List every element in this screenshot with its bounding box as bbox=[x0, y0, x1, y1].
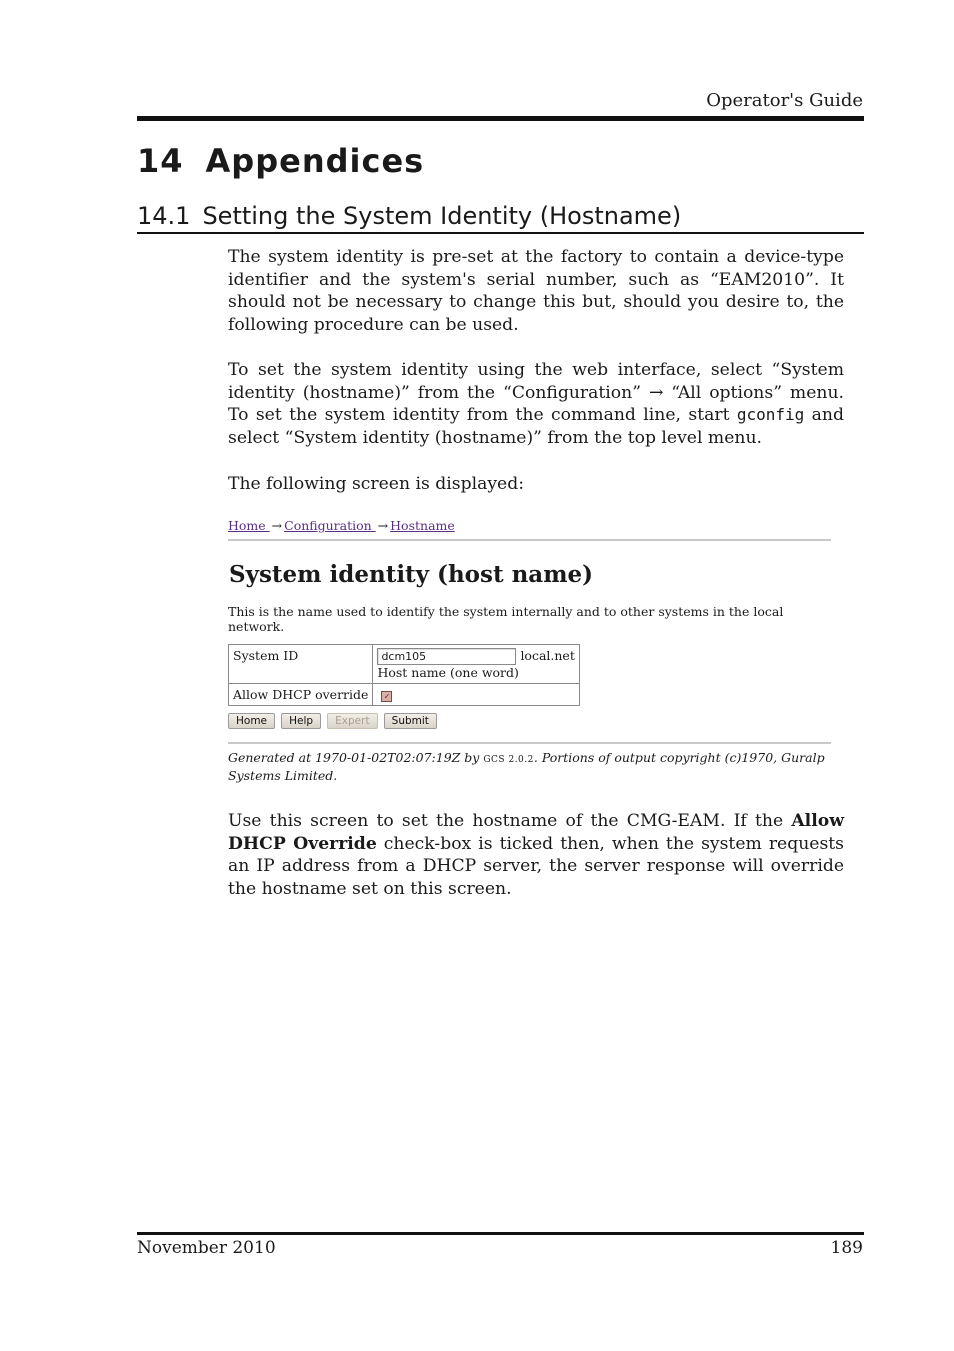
section-title: Setting the System Identity (Hostname) bbox=[202, 202, 682, 230]
software-version: GCS 2.0.2 bbox=[483, 755, 534, 765]
breadcrumb-hostname-link[interactable]: Hostname bbox=[390, 518, 455, 533]
system-id-label: System ID bbox=[229, 645, 373, 684]
system-id-cell bbox=[373, 645, 579, 684]
section-number: 14.1 bbox=[137, 202, 191, 230]
breadcrumb-arrow-icon: → bbox=[271, 518, 283, 533]
submit-button[interactable]: Submit bbox=[384, 713, 437, 729]
domain-suffix: local.net bbox=[520, 648, 575, 663]
chapter-number: 14 bbox=[137, 142, 184, 180]
screenshot-description: This is the name used to identify the system internally and to other systems in the local network. bbox=[228, 604, 784, 634]
dhcp-override-cell bbox=[373, 684, 579, 706]
screenshot-page-title: System identity (host name) bbox=[229, 561, 594, 588]
usage-text-1: Use this screen to set the hostname of the CMG-EAM. If the bbox=[228, 811, 792, 831]
gconfig-command: gconfig bbox=[736, 405, 805, 425]
help-button[interactable]: Help bbox=[281, 713, 321, 729]
breadcrumb-arrow-icon: → bbox=[377, 518, 389, 533]
breadcrumb-configuration-link[interactable]: Configuration bbox=[284, 518, 376, 533]
generated-text-1: Generated at 1970-01-02T02:07:19Z by bbox=[228, 750, 484, 765]
section-heading bbox=[137, 202, 864, 234]
page-number: 189 bbox=[830, 1238, 863, 1258]
usage-text-2: check-box is ticked then, when the system requests an IP address from a DHCP server, the server response will override the hostname set on this screen. bbox=[228, 833, 844, 899]
breadcrumb-home-link[interactable]: Home bbox=[228, 518, 270, 533]
form-row-system-id bbox=[229, 645, 580, 684]
expert-button[interactable]: Expert bbox=[327, 713, 377, 729]
hostname-hint: Host name (one word) bbox=[377, 665, 519, 680]
system-id-input[interactable]: dcm105 bbox=[377, 648, 516, 665]
screenshot-top-rule bbox=[228, 539, 831, 541]
chapter-heading bbox=[137, 142, 424, 180]
form-row-dhcp bbox=[229, 684, 580, 706]
hostname-screenshot bbox=[228, 518, 831, 783]
header-rule bbox=[137, 116, 864, 121]
paragraph-procedure bbox=[228, 359, 844, 449]
paragraph-intro: The system identity is pre-set at the factory to contain a device-type identifier and the system's serial number, such as “EAM2010”. It should not be necessary to change this but, should you desire to, the following procedure can be used. bbox=[228, 247, 844, 335]
procedure-text-1: To set the system identity using the web interface, select “System identity (hostname)” from the “Configuration” → “All options” menu. To set the system identity from the command line, start bbox=[228, 360, 844, 426]
button-bar bbox=[228, 709, 831, 729]
allow-dhcp-override-term: Allow DHCP Override bbox=[228, 811, 844, 854]
footer-rule bbox=[137, 1232, 864, 1235]
paragraph-usage bbox=[228, 810, 844, 900]
footer-date: November 2010 bbox=[137, 1238, 276, 1258]
running-header: Operator's Guide bbox=[706, 90, 863, 111]
generated-footer bbox=[228, 750, 831, 783]
dhcp-override-checkbox[interactable]: ✓ bbox=[381, 691, 392, 702]
dhcp-override-label: Allow DHCP override bbox=[229, 684, 373, 706]
chapter-title: Appendices bbox=[205, 142, 425, 180]
home-button[interactable]: Home bbox=[228, 713, 275, 729]
procedure-text-2: and select “System identity (hostname)” from the top level menu. bbox=[228, 405, 844, 448]
paragraph-screen-intro: The following screen is displayed: bbox=[228, 474, 525, 494]
generated-text-2: . Portions of output copyright (c)1970, Guralp Systems Limited. bbox=[228, 750, 825, 783]
screenshot-bottom-rule bbox=[228, 742, 831, 744]
hostname-form bbox=[228, 644, 580, 706]
breadcrumb bbox=[228, 518, 831, 533]
